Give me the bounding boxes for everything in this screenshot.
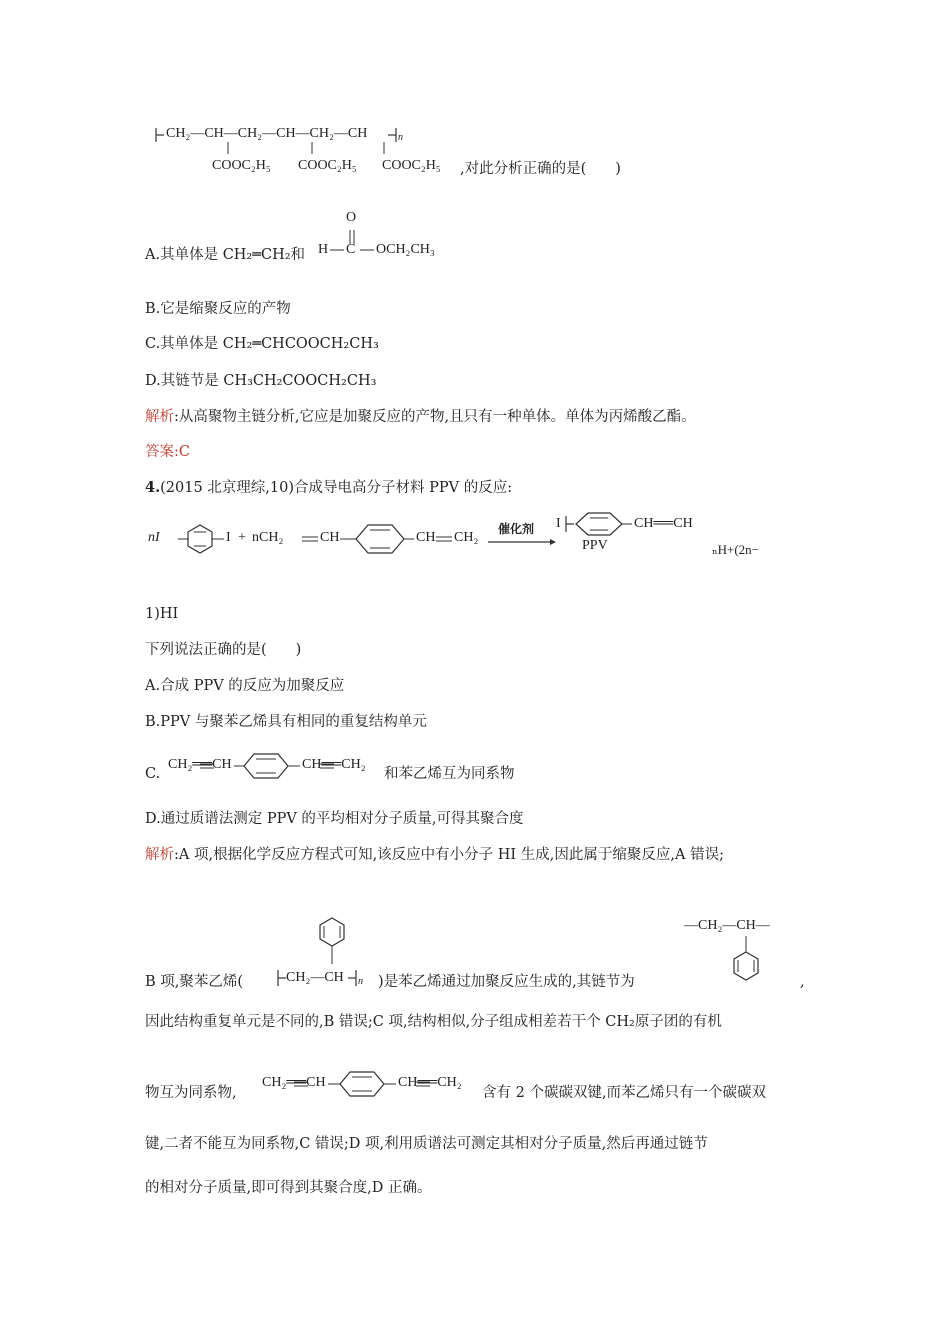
eq-nch2: nCH₂	[252, 530, 284, 545]
analysis-left-group: CH₂══CH	[262, 1075, 326, 1090]
formate-h: H	[318, 242, 329, 257]
q3-analysis	[145, 408, 696, 426]
q4-analysis-line1	[145, 846, 724, 864]
q4-analysis-line2-b: )是苯乙烯通过加聚反应生成的,其链节为	[378, 974, 635, 990]
q3-answer-label: 答案	[145, 444, 174, 460]
eq-ch2-end: CH₂	[454, 530, 479, 545]
q3-option-d: D.其链节是 CH₃CH₂COOCH₂CH₃	[145, 373, 377, 389]
polymer-chain: CH₂—CH—CH₂—CH—CH₂—CH	[166, 126, 368, 141]
q3-option-b: B.它是缩聚反应的产物	[145, 301, 291, 317]
q4-analysis-text-1: :A 项,根据化学反应方程式可知,该反应中有小分子 HI 生成,因此属于缩聚反应,A 错误;	[174, 847, 724, 863]
c-left-group: CH₂══CH	[168, 757, 232, 772]
q4-option-a: A.合成 PPV 的反应为加聚反应	[145, 678, 345, 694]
eq-plus: +	[238, 530, 246, 545]
polymer-subst-2: COOC₂H₅	[298, 158, 357, 173]
q4-stem	[145, 479, 512, 497]
q4-option-c-structure	[168, 748, 380, 784]
ps-n: n	[358, 976, 363, 987]
q3-question-tail: ,对此分析正确的是( )	[460, 161, 621, 177]
q4-analysis-line2-a: B 项,聚苯乙烯(	[145, 974, 244, 990]
formate-rest: OCH₂CH₃	[376, 242, 435, 257]
q4-stem-text: (2015 北京理综,10)合成导电高分子材料 PPV 的反应:	[160, 480, 513, 496]
analysis-right-group: CH══CH₂	[398, 1075, 462, 1090]
q4-analysis-line5: 键,二者不能互为同系物,C 错误;D 项,利用质谱法可测定其相对分子质量,然后再通过链节	[145, 1136, 708, 1152]
q4-ask: 下列说法正确的是( )	[145, 642, 302, 658]
q4-analysis-line4-a: 物互为同系物,	[145, 1085, 237, 1101]
q3-analysis-text: :从高聚物主链分析,它应是加聚反应的产物,且只有一种单体。单体为丙烯酸乙酯。	[174, 409, 696, 425]
q3-option-a-structure	[316, 208, 456, 266]
polymer-structure	[152, 122, 472, 182]
q4-analysis-line2-c: ,	[800, 974, 805, 990]
q3-analysis-label: 解析	[145, 409, 174, 425]
q3-answer-text: :C	[174, 444, 190, 460]
q3-option-c: C.其单体是 CH₂═CHCOOCH₂CH₃	[145, 336, 379, 352]
q4-analysis-line4-b: 含有 2 个碳碳双键,而苯乙烯只有一个碳碳双	[482, 1085, 767, 1101]
q4-analysis-line6: 的相对分子质量,即可得到其聚合度,D 正确。	[145, 1180, 432, 1196]
q4-option-b: B.PPV 与聚苯乙烯具有相同的重复结构单元	[145, 714, 427, 730]
formate-c: C	[346, 242, 356, 257]
polymer-n: n	[398, 132, 403, 143]
prod-i: I	[556, 516, 561, 531]
eq-left-i: I	[226, 530, 231, 545]
q3-option-a: A.其单体是 CH₂═CH₂和	[145, 247, 306, 263]
unit-chain: —CH₂—CH—	[684, 918, 770, 933]
formate-o: O	[346, 210, 357, 225]
q4-number: 4.	[145, 479, 161, 496]
q4-analysis-divinylbenzene	[262, 1066, 476, 1102]
q4-analysis-line3: 因此结构重复单元是不同的,B 错误;C 项,结构相似,分子组成相差若干个 CH₂原子团的有机	[145, 1014, 722, 1030]
q4-reaction-equation	[148, 506, 788, 576]
polymer-subst-1: COOC₂H₅	[212, 158, 271, 173]
eq-ch2: CH	[416, 530, 436, 545]
ps-chain: CH₂—CH	[286, 970, 344, 985]
styrene-unit-structure	[684, 918, 794, 994]
q4-option-c-prefix: C.	[145, 766, 161, 782]
q3-answer	[145, 443, 190, 461]
prod-ppv: PPV	[582, 538, 608, 553]
q4-analysis-label: 解析	[145, 847, 174, 863]
prod-chch: CH══CH	[634, 516, 693, 531]
eq-ch1: CH	[320, 530, 340, 545]
eq-catalyst: 催化剂	[498, 522, 535, 536]
polymer-subst-3: COOC₂H₅	[382, 158, 441, 173]
polystyrene-structure	[270, 912, 380, 994]
prod-tail: ₙH+(2n−	[712, 542, 760, 557]
q4-cont: 1)HI	[145, 606, 179, 622]
q4-option-c-suffix: 和苯乙烯互为同系物	[384, 766, 515, 782]
eq-left-ni: nI	[148, 530, 160, 545]
c-right-group: CH══CH₂	[302, 757, 366, 772]
q4-option-d: D.通过质谱法测定 PPV 的平均相对分子质量,可得其聚合度	[145, 811, 524, 827]
